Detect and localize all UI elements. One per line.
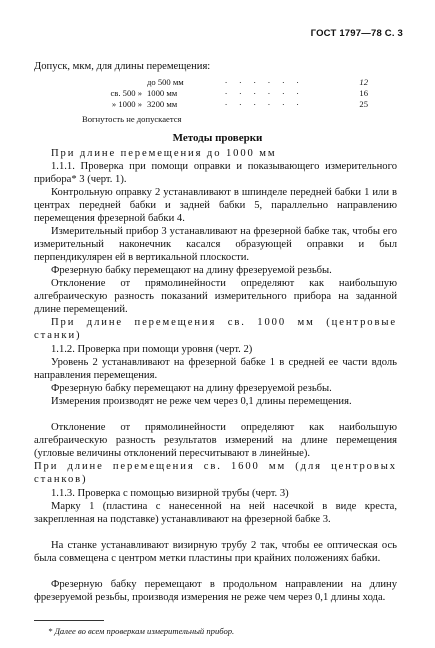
paragraph-level: Уровень 2 устанавливают на фрезерной бабке 1 в средней ее части вдоль направления перемещения. bbox=[34, 357, 397, 381]
section-title: Методы проверки bbox=[172, 132, 263, 144]
tolerance-range: 1000 мм bbox=[147, 88, 178, 98]
footnote: * Далее во всем проверкам измерительный прибор. bbox=[48, 626, 235, 636]
footnote-divider bbox=[34, 620, 104, 621]
paragraph-1-1-1: 1.1.1. Проверка при помощи оправки и показывающего измерительного прибора* 3 (черт. 1). bbox=[34, 161, 397, 185]
subheading-over-1600: При длине перемещения св. 1600 мм (для центровых станков) bbox=[34, 461, 397, 485]
subheading-over-1000: При длине перемещения св. 1000 мм (центровые станки) bbox=[34, 317, 397, 341]
tolerance-value: 16 bbox=[359, 88, 368, 98]
paragraph-mandrel: Контрольную оправку 2 устанавливают в шпинделе передней бабки 1 или в центрах передней бабки и задней бабки 5, параллельно направлению перемещения фрезерной бабки 4. bbox=[34, 187, 397, 224]
tolerance-title: Допуск, мкм, для длины перемещения: bbox=[34, 61, 211, 72]
leader-dots: . . . . . . bbox=[225, 75, 304, 85]
tolerance-note: Вогнутость не допускается bbox=[82, 114, 182, 124]
tolerance-range: 3200 мм bbox=[147, 99, 178, 109]
leader-dots: . . . . . . bbox=[225, 97, 304, 107]
paragraph-1-1-2: 1.1.2. Проверка при помощи уровня (черт. 2) bbox=[51, 344, 253, 355]
paragraph-move-head-2: Фрезерную бабку перемещают на длину фрезеруемой резьбы. bbox=[51, 383, 332, 394]
tolerance-prefix: » 1000 » bbox=[111, 99, 142, 109]
page-header: ГОСТ 1797—78 С. 3 bbox=[310, 28, 403, 39]
paragraph-deviation: Отклонение от прямолинейности определяют как наибольшую алгебраическую разность показаний измерительного прибора на заданной длине перемещений. bbox=[34, 278, 397, 315]
paragraph-instrument: Измерительный прибор 3 устанавливают на фрезерной бабке так, чтобы его измерительный наконечник касался образующей оправки и был перпендикулярен ей в вертикальной плоскости. bbox=[34, 226, 397, 263]
tolerance-value: 12 bbox=[359, 77, 368, 87]
paragraph-longitudinal: Фрезерную бабку перемещают в продольном направлении на длину фрезеруемой резьбы, производя измерения не реже чем через 0,1 длины хода. bbox=[34, 579, 397, 603]
paragraph-1-1-3: 1.1.3. Проверка с помощью визирной трубы (черт. 3) bbox=[51, 488, 289, 499]
tolerance-prefix: св. 500 » bbox=[110, 88, 142, 98]
tolerance-value: 25 bbox=[359, 99, 368, 109]
paragraph-sighting-tube: На станке устанавливают визирную трубу 2 так, чтобы ее оптическая ось была совмещена с центром метки пластины при крайних положениях бабки. bbox=[34, 540, 397, 564]
leader-dots: . . . . . . bbox=[225, 86, 304, 96]
paragraph-target-mark: Марку 1 (пластина с нанесенной на ней насечкой в виде креста, закрепленная на подставке) устанавливают на фрезерной бабке 3. bbox=[34, 501, 397, 525]
subheading-up-to-1000: При длине перемещения до 1000 мм bbox=[51, 148, 277, 159]
tolerance-range: до 500 мм bbox=[147, 77, 184, 87]
paragraph-move-head: Фрезерную бабку перемещают на длину фрезеруемой резьбы. bbox=[51, 265, 332, 276]
paragraph-deviation-2: Отклонение от прямолинейности определяют как наибольшую алгебраическую разность результатов измерений на длине перемещения (угловые величины отклонений пересчитывают в линейные). bbox=[34, 422, 397, 459]
paragraph-measurements: Измерения производят не реже чем через 0,1 длины перемещения. bbox=[51, 396, 352, 407]
